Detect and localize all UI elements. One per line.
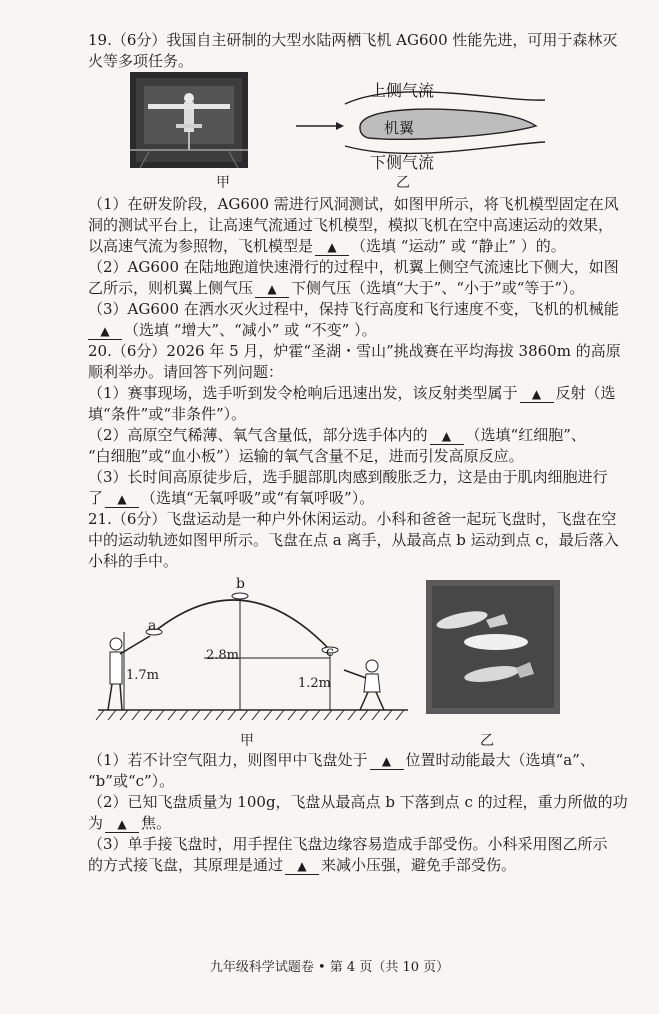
figure-label-yi: 乙: [396, 175, 410, 191]
lower-airflow-label: 下侧气流: [370, 153, 435, 172]
frisbee-trajectory-diagram: [94, 574, 412, 726]
figure-label-jia: 甲: [240, 733, 254, 749]
answer-blank[interactable]: ▲: [255, 280, 289, 298]
q21-intro-3: 小科的手中。: [88, 552, 179, 570]
q21-part1-line1: （1）若不计空气阻力，则图甲中飞盘处于 ▲ 位置时动能最大（选填“a”、: [88, 751, 595, 769]
q19-part1-line1: （1）在研发阶段，AG600 需进行风洞测试，如图甲所示，将飞机模型固定在风: [88, 195, 619, 213]
q20-part1-line1: （1）赛事现场，选手听到发令枪响后迅速出发，该反射类型属于 ▲ 反射（选: [88, 384, 616, 402]
q19-part3-line2: ▲ （选填 “增大”、“减小” 或 “不变” ）。: [88, 320, 610, 340]
q21-intro-1: 21.（6分）飞盘运动是一种户外休闲运动。小科和爸爸一起玩飞盘时，飞盘在空: [88, 510, 617, 528]
answer-blank[interactable]: ▲: [285, 857, 319, 875]
answer-blank[interactable]: ▲: [105, 490, 139, 508]
q20-intro-2: 顺利举办。请回答下列问题：: [88, 363, 284, 381]
upper-airflow-label: 上侧气流: [370, 81, 435, 100]
q20-part3-line2: 了 ▲ （选填“无氧呼吸”或“有氧呼吸”）。: [88, 489, 375, 507]
q20-part2-line2: “白细胞”或“血小板”）运输的氧气含量不足，进而引发高原反应。: [88, 447, 524, 465]
height-a-label: 1.7m: [126, 668, 160, 683]
point-b-label: b: [236, 576, 245, 592]
point-a-label: a: [148, 618, 157, 634]
q19-intro-1: 19.（6分）我国自主研制的大型水陆两栖飞机 AG600 性能先进，可用于森林灭: [88, 31, 618, 49]
answer-blank[interactable]: ▲: [88, 322, 122, 340]
q21-part1-line2: “b”或“c”）。: [88, 772, 175, 790]
q19-part2-line2: 乙所示，则机翼上侧气压 ▲ 下侧气压（选填“大于”、“小于”或“等于”）。: [88, 279, 585, 297]
q20-part2-line1: （2）高原空气稀薄、氧气含量低，部分选手体内的 ▲ （选填“红细胞”、: [88, 426, 586, 444]
answer-blank[interactable]: ▲: [315, 238, 349, 256]
q20-part3-line1: （3）长时间高原徒步后，选手腿部肌肉感到酸胀乏力，这是由于肌肉细胞进行: [88, 468, 608, 486]
q19-part3-line1: （3）AG600 在洒水灭火过程中，保持飞行高度和飞行速度不变，飞机的机械能: [88, 300, 619, 318]
point-c-label: c: [326, 644, 334, 660]
figure-label-yi: 乙: [480, 733, 494, 749]
q21-part2-line2: 为 ▲ 焦。: [88, 814, 172, 832]
wind-tunnel-photo: [130, 72, 248, 168]
q19-part1-line3: 以高速气流为参照物，飞机模型是 ▲ （选填 “运动” 或 “静止” ）的。: [88, 237, 566, 255]
height-b-label: 2.8m: [206, 648, 240, 663]
q19-part2-line1: （2）AG600 在陆地跑道快速滑行的过程中，机翼上侧空气流速比下侧大，如图: [88, 258, 619, 276]
frisbee-catch-photo: [426, 580, 560, 714]
q21-intro-2: 中的运动轨迹如图甲所示。飞盘在点 a 离手，从最高点 b 运动到点 c，最后落入: [88, 531, 619, 549]
answer-blank[interactable]: ▲: [520, 385, 554, 403]
q20-intro-1: 20.（6分）2026 年 5 月，炉霍“圣湖・雪山”挑战赛在平均海拔 3860m 的高原: [88, 342, 621, 360]
answer-blank[interactable]: ▲: [430, 427, 464, 445]
q21-part3-line1: （3）单手接飞盘时，用手捏住飞盘边缘容易造成手部受伤。小科采用图乙所示: [88, 835, 608, 853]
q21-part2-line1: （2）已知飞盘质量为 100g，飞盘从最高点 b 下落到点 c 的过程，重力所做的功: [88, 793, 628, 811]
q19-part1-line2: 洞的测试平台上，让高速气流通过飞机模型，模拟飞机在空中高速运动的效果，: [88, 216, 614, 234]
wing-label: 机翼: [384, 119, 415, 137]
answer-blank[interactable]: ▲: [105, 815, 139, 833]
page-footer: 九年级科学试题卷 • 第 4 页（共 10 页）: [209, 960, 450, 975]
answer-blank[interactable]: ▲: [370, 752, 404, 770]
q19-intro-2: 火等多项任务。: [88, 52, 194, 70]
q21-part3-line2: 的方式接飞盘，其原理是通过 ▲ 来减小压强，避免手部受伤。: [88, 856, 517, 874]
height-c-label: 1.2m: [298, 676, 332, 691]
figure-label-jia: 甲: [216, 175, 230, 191]
q20-part1-line2: 填“条件”或“非条件”）。: [88, 405, 247, 423]
